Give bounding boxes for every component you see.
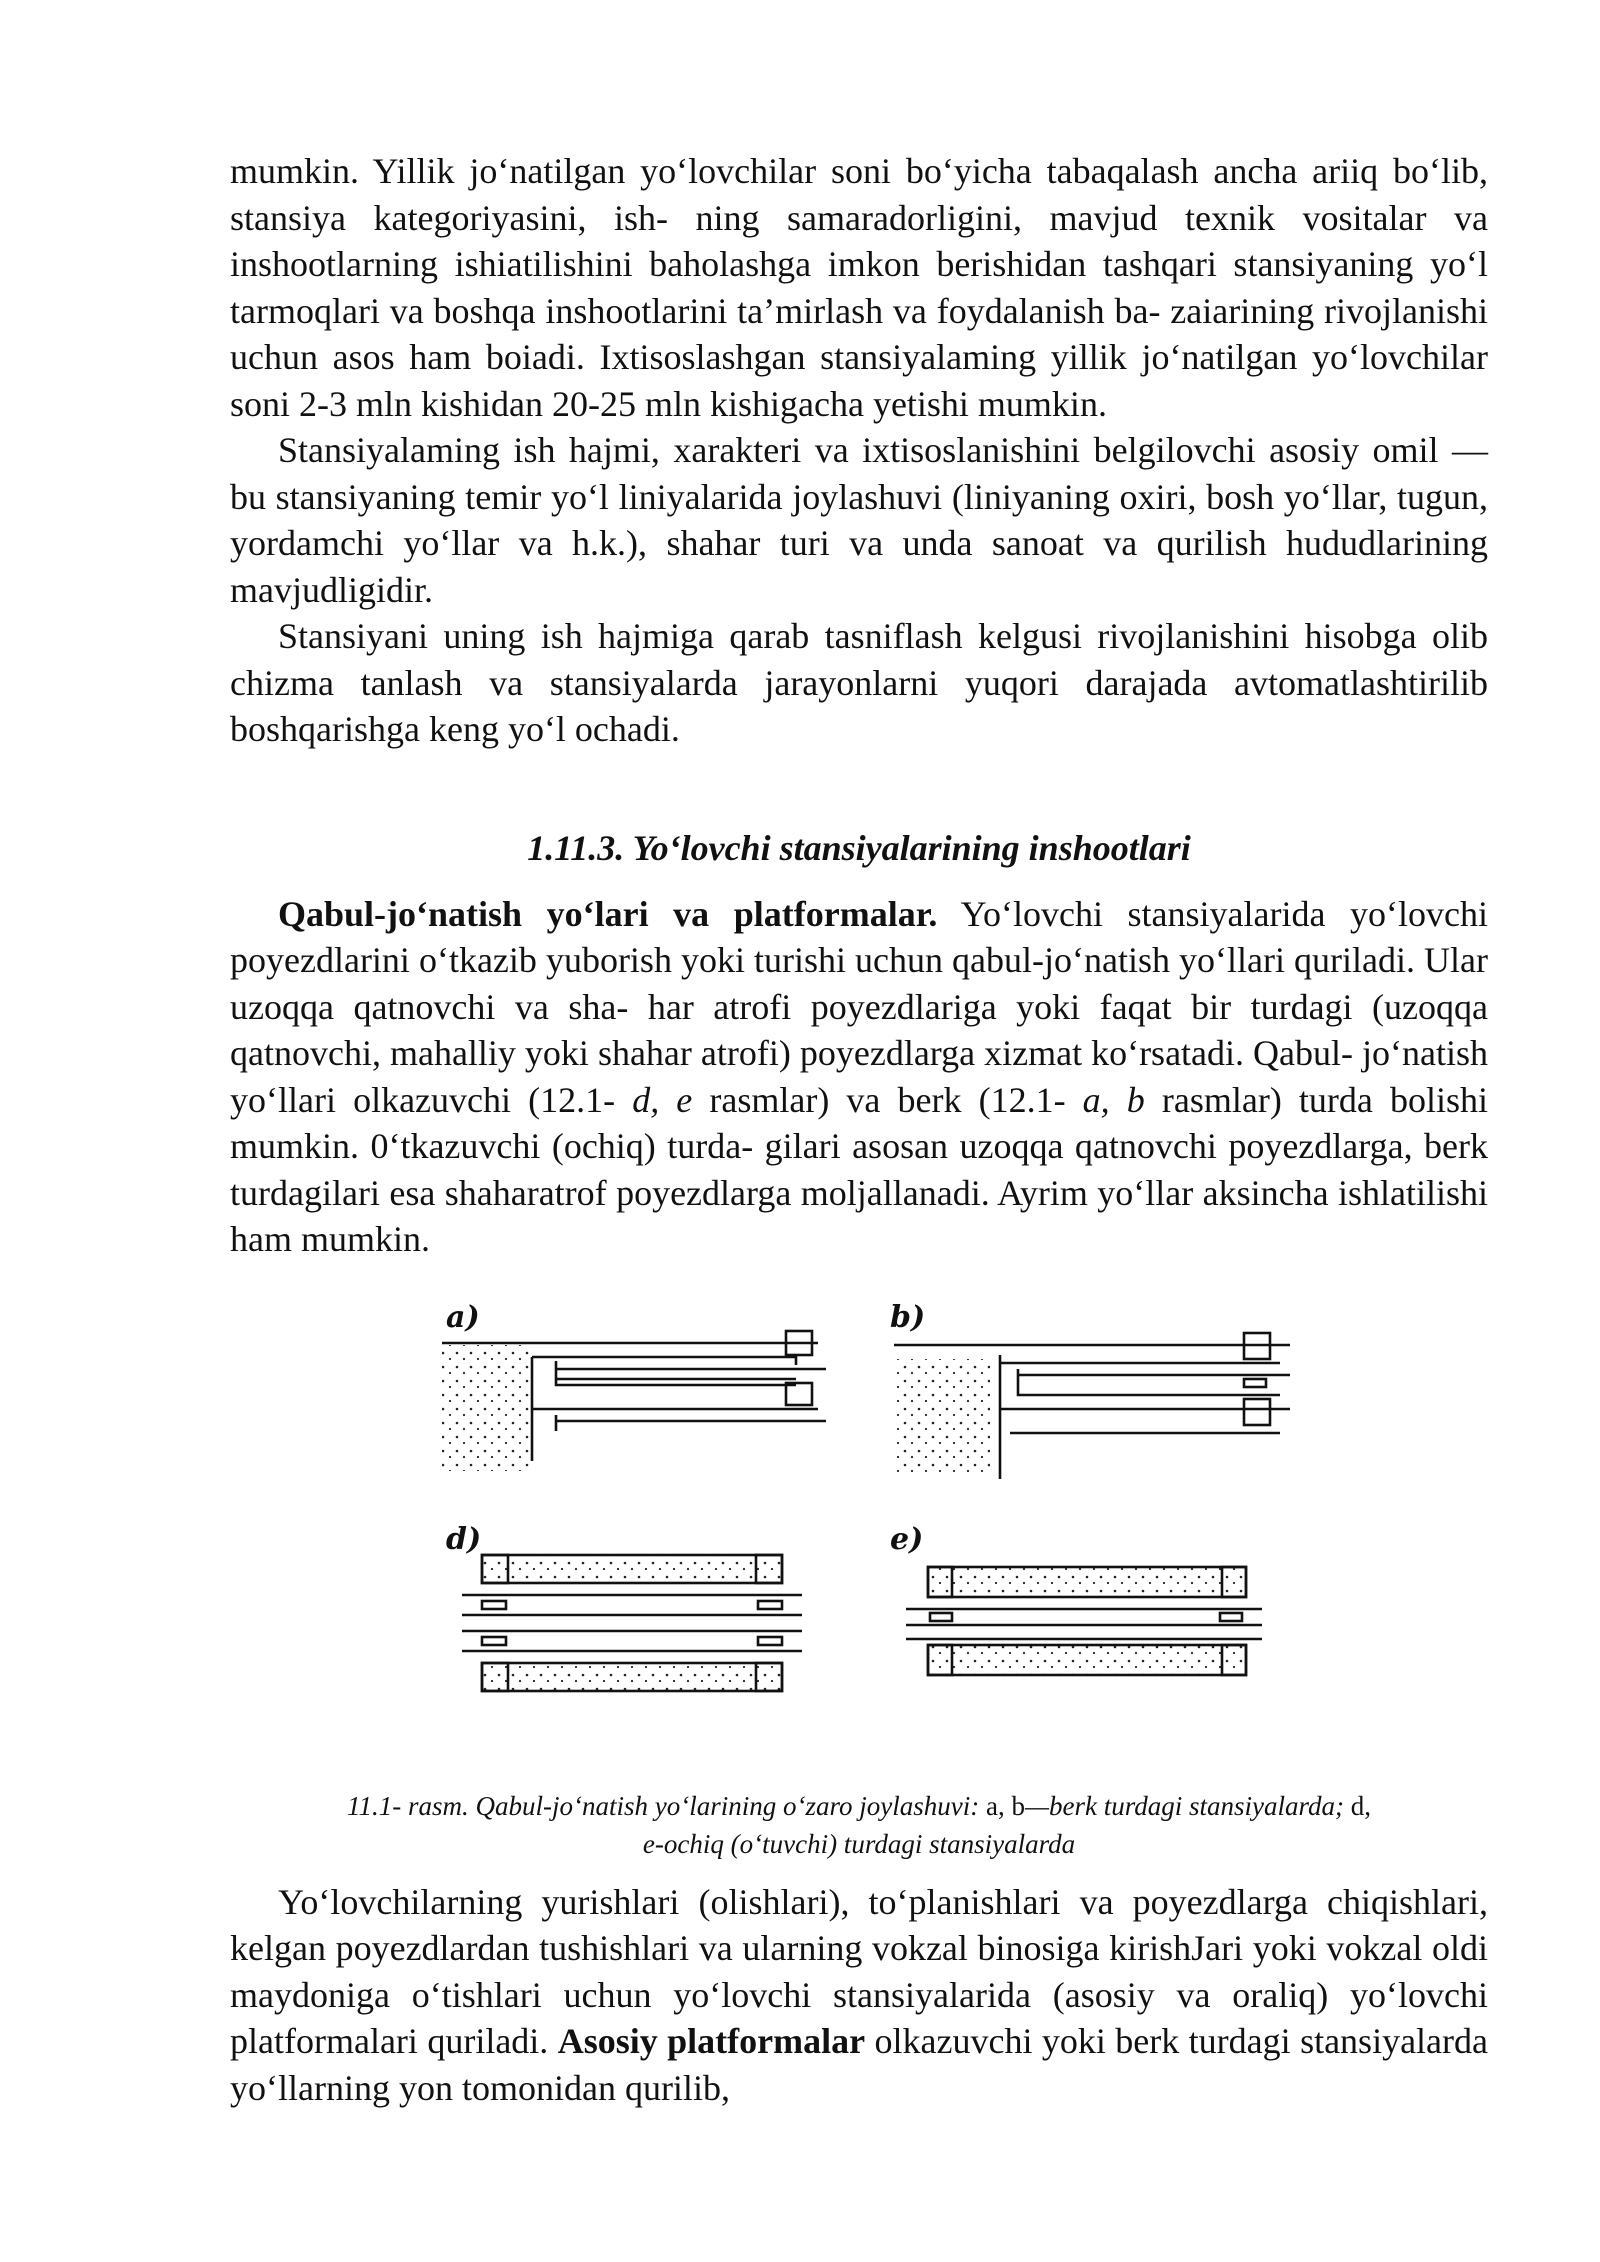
figure-label-b: b) xyxy=(890,1299,926,1335)
paragraph-1: mumkin. Yillik jo‘natilgan yo‘lovchilar soni bo‘yicha tabaqalash ancha ariiq bo‘lib, stansiya kategoriyasini, ish- ning samaradorligini, mavjud texnik vositalar va inshootlarning ishiatilishini baholashga imkon berishidan tashqari stansiyaning yo‘l tarmoqlari va boshqa inshootlarini ta’mirlash va foydalanish ba- zaiarining rivojlanishi uchun asos ham boiadi. Ixtisoslashgan stansiyalaming yillik jo‘natilgan yo‘lovchilar soni 2-3 mln kishidan 20-25 mln kishigacha yetishi mumkin. xyxy=(230,151,1488,424)
paragraph-4-italic-1: d, e xyxy=(632,1079,693,1120)
paragraph-5-text-2: olkazuvchi yoki berk turdagi stansiyalarda yo‘llarning yon tomonidan qurilib, xyxy=(230,2021,1488,2108)
figure-label-e: e) xyxy=(890,1521,924,1557)
paragraph-4-text-1: Yo‘lovchi stansiyalarida yo‘lovchi poyezdlarini o‘tkazib yuborish yoki turishi uchun qabul-jo‘natish yo‘llari quriladi. Ular uzoqqa qatnovchi va sha- har atrofi poyezdlariga yoki faqat bir turdagi (uzoqqa qatnovchi, mahalliy yoki shahar atrofi) poyezdlarga xizmat ko‘rsatadi. Qabul- jo‘natish yo‘llari olkazuvchi (12.1- xyxy=(230,893,1488,1120)
figure-track-layouts xyxy=(230,1293,1488,1775)
paragraph-5-text-1: Yo‘lovchilarning yurishlari (olishlari), to‘planishlari va poyezdlarga chiqishlari, kelgan poyezdlardan tushishlari va ularning vokzal binosiga kirishJari yoki vokzal oldi maydoniga o‘tishlari uchun yo‘lovchi stansiyalarida (asosiy va oraliq) yo‘lovchi platformalari quriladi. xyxy=(230,1881,1488,2061)
paragraph-5 xyxy=(230,1879,1488,2112)
section-heading: 1.11.3. Yo‘lovchi stansiyalarining inshootlari xyxy=(527,827,1191,868)
caption-part-5: e-ochiq (o‘tuvchi) turdagi stansiyalarda xyxy=(642,1828,1076,1859)
paragraph-3: Stansiyani uning ish hajmiga qarab tasniflash kelgusi rivojlanishini hisobga olib chizma tanlash va stansiyalarda jarayonlarni yuqori darajada avtomatlashtirilib boshqarishga keng yo‘l ochadi. xyxy=(230,616,1488,749)
paragraph-5-bold: Asosiy platformalar xyxy=(557,2021,866,2061)
paragraph-4 xyxy=(230,891,1488,1263)
paragraph-4-text-2: rasmlar) va berk (12.1- xyxy=(692,1079,1083,1120)
figure-label-d: d) xyxy=(446,1521,482,1557)
paragraph-4-bold-lead: Qabul-jo‘natish yo‘lari va platformalar. xyxy=(278,893,938,934)
caption-part-1: 11.1- rasm. Qabul-jo‘natish yo‘larining o‘zaro joylashuvi: xyxy=(347,1790,986,1821)
track-layout-e xyxy=(906,1567,1262,1675)
caption-part-4: d, xyxy=(1350,1790,1371,1821)
caption-part-2: a, b xyxy=(985,1790,1025,1821)
platform-area-b xyxy=(894,1359,990,1475)
paragraph-2: Stansiyalaming ish hajmi, xarakteri va ixtisoslanishini belgilovchi asosiy omil — bu stansiyaning temir yo‘l liniyalarida joylashuvi (liniyaning oxiri, bosh yo‘llar, tugun, yordamchi yo‘llar va h.k.), shahar turi va unda sanoat va qurilish hududlarining mavjudligidir. xyxy=(230,430,1488,610)
caption-part-3: —berk turdagi stansiyalarda; xyxy=(1024,1790,1351,1821)
paragraph-4-text-3: rasmlar) turda bolishi mumkin. 0‘tkazuvchi (ochiq) turda- gilari asosan uzoqqa qatnovchi poyezdlarga, berk turdagilari esa shaharatrof poyezdlarga moljallanadi. Ayrim yo‘llar aksincha ishlatilishi ham mumkin. xyxy=(230,1079,1488,1259)
page-content xyxy=(230,148,1488,2111)
figure-label-a: a) xyxy=(446,1299,480,1335)
track-layout-d xyxy=(462,1555,802,1691)
paragraph-4-italic-2: a, b xyxy=(1082,1079,1145,1120)
track-diagram xyxy=(230,1293,1488,1775)
platform-area-a xyxy=(442,1345,532,1471)
figure-caption xyxy=(230,1787,1488,1863)
